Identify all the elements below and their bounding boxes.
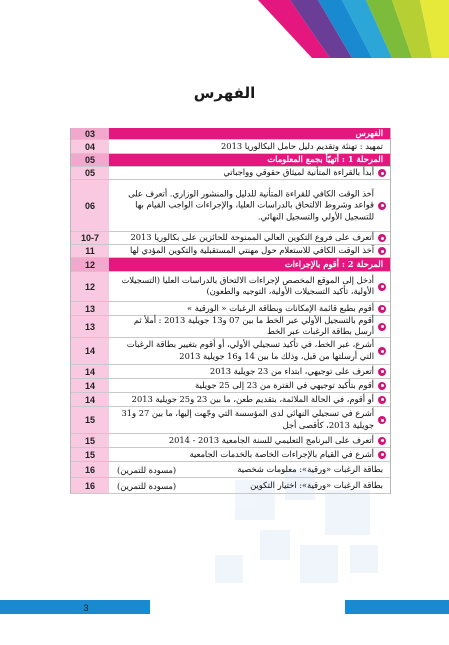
toc-entry	[71, 462, 390, 478]
bullet-icon	[378, 169, 386, 177]
toc-entry-note: (مسودة للتمرين)	[117, 480, 177, 491]
bullet-icon	[378, 283, 386, 291]
toc-entry-text: أقوم بتأكيد توجيهي في الفترة من 23 إلى 25 جويلية	[195, 379, 374, 390]
toc-entry-text: أشرع في تسجيلي النهائي لدى المؤسسة التي وجّهت إليها، ما بين 27 و31 جويلية 2013، كأقصى أجل	[121, 408, 374, 430]
toc-section-header	[71, 258, 390, 272]
toc-entry	[71, 379, 390, 393]
toc-page-number: 10-7	[71, 232, 109, 244]
toc-entry-text: المرحلة 1 : أتهيّأ بجمع المعلومات	[267, 154, 383, 165]
toc-entry-text: أتعرف على توجيهي، ابتداء من 23 جويلية 2013	[209, 365, 374, 376]
toc-page-number: 04	[71, 140, 109, 153]
toc-entry	[71, 393, 390, 407]
bullet-icon	[378, 234, 386, 242]
toc-entry	[71, 140, 390, 154]
toc-entry-text: أتعرف على فروع التكوين العالي الممنوحة للحائزين على بكالوريا 2013	[130, 232, 374, 243]
toc-entry-text: أو أقوم، في الحالة الملائمة، بتقديم طعن، ما بين 23 و25 جويلية 2013	[131, 393, 374, 404]
toc-page-number: 06	[71, 180, 109, 231]
toc-entry-text: آخذ الوقت الكافي للاستعلام حول مهنتي المستقبلية والتكوين المؤدي لها	[130, 245, 374, 256]
footer-bar-right	[345, 600, 449, 614]
toc-entry-text: المرحلة 2 : أقوم بالإجراءات	[284, 258, 383, 269]
toc-page-number: 11	[71, 245, 109, 257]
bullet-icon	[378, 451, 386, 459]
toc-page-number: 16	[71, 478, 109, 493]
bullet-icon	[378, 323, 386, 331]
toc-entry-text: أدخل إلى الموقع المخصص لإجراءات الالتحاق بالدراسات العليا (التسجيلات الأولية، تأكيد التسجيلات الأولية، التوجيه والطعون)	[121, 274, 374, 297]
toc-entry-text: أقوم بطبع قائمة الإمكانات وبطاقة الرغبات « الورقية »	[187, 302, 374, 313]
toc-entry	[71, 180, 390, 232]
toc-page-number: 15	[71, 434, 109, 447]
toc-entry	[71, 434, 390, 448]
toc-entry-text: الفهرس	[355, 127, 383, 138]
toc-entry	[71, 232, 390, 245]
toc-page-number: 14	[71, 379, 109, 392]
toc-entry	[71, 245, 390, 258]
bullet-icon	[378, 382, 386, 390]
toc-entry	[71, 272, 390, 302]
toc-entry	[71, 407, 390, 434]
toc-entry	[71, 448, 390, 462]
toc-entry-text: بطاقة الرغبات «ورقية»: معلومات شخصية	[237, 463, 383, 474]
toc-page-number: 14	[71, 365, 109, 378]
toc-page-number: 12	[71, 272, 109, 301]
toc-page-number: 15	[71, 448, 109, 461]
bullet-icon	[378, 437, 386, 445]
footer-bar-left	[0, 600, 150, 614]
bullet-icon	[378, 305, 386, 313]
bullet-icon	[378, 247, 386, 255]
toc-entry-text: تمهيد : تهنئة وتقديم دليل حامل البكالوريا 2013	[221, 140, 383, 151]
toc-page-number: 13	[71, 316, 109, 337]
bullet-icon	[378, 347, 386, 355]
page-number: 3	[83, 603, 89, 613]
toc-page-number: 13	[71, 302, 109, 315]
page-title: الفهرس	[193, 84, 256, 102]
toc-entry-note: (مسودة للتمرين)	[117, 464, 177, 475]
toc-page-number: 16	[71, 462, 109, 477]
toc-entry-text: أشرع في القيام بالإجراءات الخاصة بالخدمات الجامعية	[189, 448, 374, 459]
toc-entry	[71, 316, 390, 338]
toc-entry	[71, 167, 390, 180]
toc-entry	[71, 365, 390, 379]
toc-entry-text: أتعرف على البرنامج التعليمي للسنة الجامعية 2013 - 2014	[168, 434, 374, 445]
toc-entry-text: آخذ الوقت الكافي للقراءة المتأنية للدليل والمنشور الوزاري. أتعرف على قواعد وشروط الالتحاق بالدراسات العليا، والإجراءات الواجب القيام بها للتسجيل الأولي والتسجيل النهائي.	[128, 187, 374, 222]
toc-page-number: 12	[71, 258, 109, 271]
bullet-icon	[378, 368, 386, 376]
toc-page-number: 05	[71, 167, 109, 179]
bullet-icon	[378, 396, 386, 404]
toc-entry-text: أبدأ بالقراءة المتأنية لميثاق حقوقي وواجباتي	[223, 167, 374, 178]
toc-entry-text: بطاقة الرغبات «ورقية»: اختيار التكوين	[250, 479, 383, 490]
toc-page-number: 05	[71, 154, 109, 166]
toc-page-number: 15	[71, 407, 109, 433]
toc-entry	[71, 338, 390, 365]
toc-page-number: 14	[71, 338, 109, 364]
bullet-icon	[378, 202, 386, 210]
toc-page-number: 03	[71, 128, 109, 139]
toc-section-header	[71, 154, 390, 167]
bullet-icon	[378, 416, 386, 424]
toc-page-number: 14	[71, 393, 109, 406]
toc-section-header	[71, 128, 390, 140]
table-of-contents	[70, 128, 391, 494]
toc-entry	[71, 478, 390, 494]
toc-entry-text: أشرع، عبر الخط، في تأكيد تسجيلي الأولي، أو أقوم بتغيير بطاقة الرغبات التي أرسلتها من قبل، وذلك ما بين 14 و16 جويلية 2013	[126, 339, 374, 361]
toc-entry-text: أقوم بالتسجيل الأولي عبر الخط ما بين 07 و13 جويلية 2013 : أملأ ثم أرسل بطاقة الرغبات عبر الخط	[133, 314, 374, 337]
